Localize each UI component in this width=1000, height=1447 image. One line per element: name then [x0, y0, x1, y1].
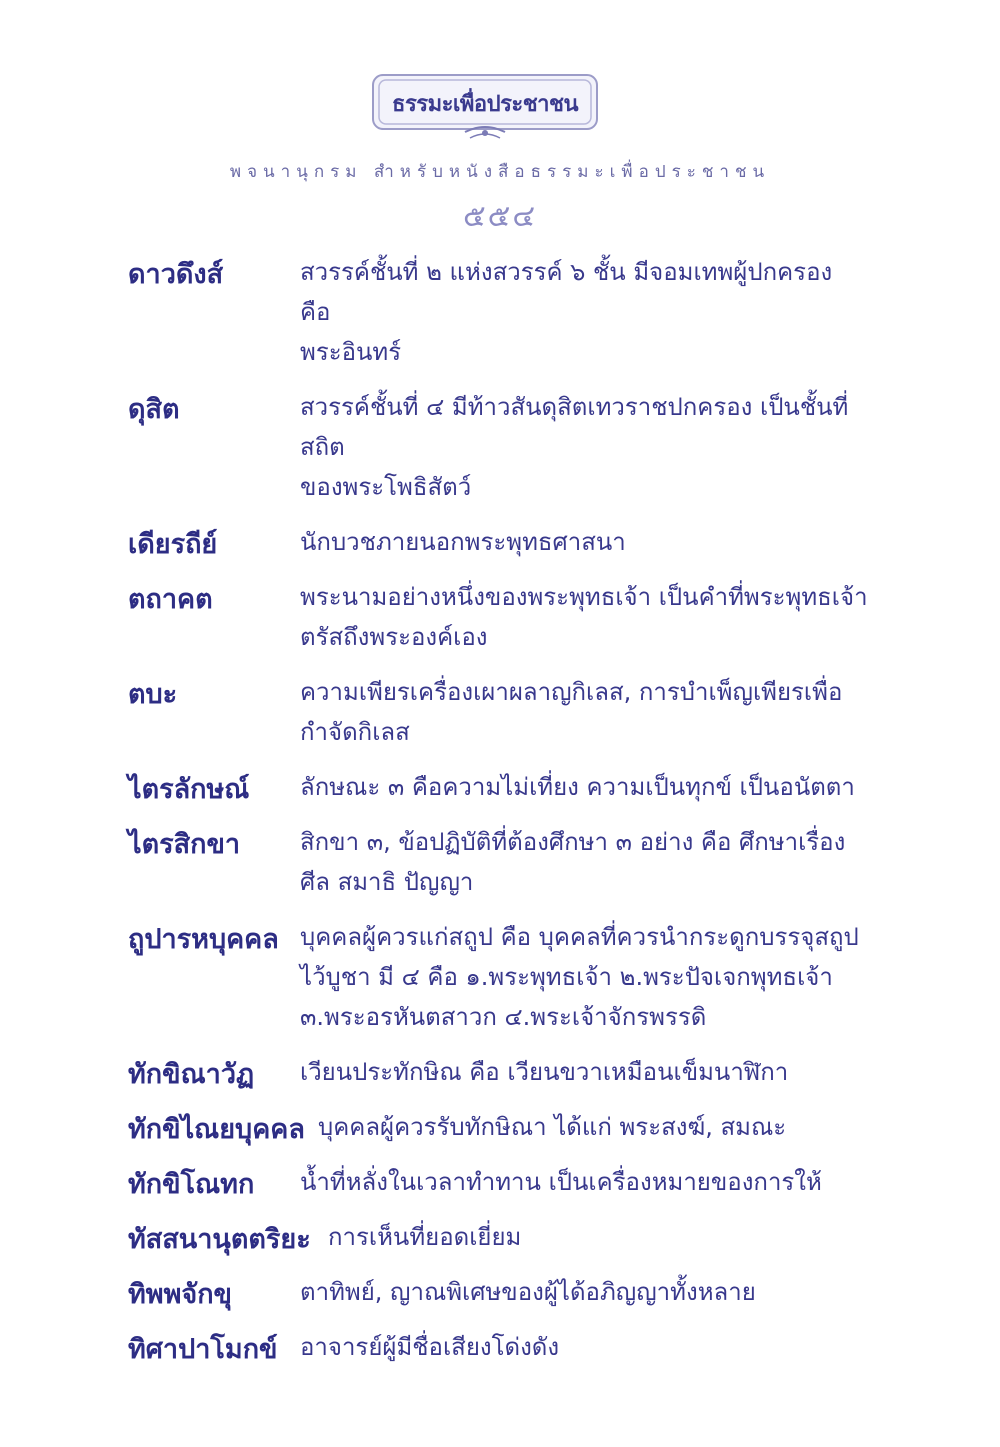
- glossary-term: ตถาคต: [128, 584, 213, 615]
- glossary-term: ตบะ: [128, 679, 178, 710]
- definition-line: เวียนประทักษิณ คือ เวียนขวาเหมือนเข็มนาฬิกา: [300, 1058, 789, 1086]
- glossary-entry: [128, 522, 868, 562]
- definition-line: ไว้บูชา มี ๔ คือ ๑.พระพุทธเจ้า ๒.พระปัจเจกพุทธเจ้า: [300, 963, 833, 991]
- glossary-entry: [128, 387, 868, 507]
- definition-line: ศีล สมาธิ ปัญญา: [300, 868, 474, 896]
- definition-line: ตรัสถึงพระองค์เอง: [300, 623, 488, 651]
- glossary-entry: [128, 577, 868, 657]
- definition-line: สิกขา ๓, ข้อปฏิบัติที่ต้องศึกษา ๓ อย่าง คือ ศึกษาเรื่อง: [300, 828, 846, 856]
- glossary-definition: [300, 577, 868, 657]
- definition-line: สวรรค์ชั้นที่ ๔ มีท้าวสันดุสิตเทวราชปกครอง เป็นชั้นที่สถิต: [300, 393, 849, 461]
- glossary-entry: [128, 917, 868, 1037]
- page-subtitle: พจนานุกรม สำหรับหนังสือธรรมะเพื่อประชาชน: [229, 162, 771, 182]
- definition-line: พระนามอย่างหนึ่งของพระพุทธเจ้า เป็นคำที่พระพุทธเจ้า: [300, 583, 868, 611]
- glossary-definition: [300, 522, 868, 562]
- glossary-definition: [300, 672, 868, 752]
- glossary-definition: [300, 387, 868, 507]
- definition-line: บุคคลผู้ควรแก่สถูป คือ บุคคลที่ควรนำกระดูกบรรจุสถูป: [300, 923, 859, 951]
- glossary-entry: [128, 822, 868, 902]
- definition-line: ความเพียรเครื่องเผาผลาญกิเลส, การบำเพ็ญเพียรเพื่อ: [300, 678, 843, 706]
- definition-line: น้ำที่หลั่งในเวลาทำทาน เป็นเครื่องหมายของการให้: [300, 1168, 822, 1196]
- definition-line: ตาทิพย์, ญาณพิเศษของผู้ได้อภิญญาทั้งหลาย: [300, 1278, 756, 1306]
- definition-line: นักบวชภายนอกพระพุทธศาสนา: [300, 528, 626, 556]
- glossary-definition: [300, 252, 868, 372]
- definition-line: สวรรค์ชั้นที่ ๒ แห่งสวรรค์ ๖ ชั้น มีจอมเทพผู้ปกครอง คือ: [300, 258, 833, 326]
- glossary-entry: [128, 1107, 868, 1147]
- glossary-entry: [128, 1162, 868, 1202]
- definition-line: การเห็นที่ยอดเยี่ยม: [328, 1223, 522, 1251]
- glossary-term: เดียรถีย์: [128, 529, 218, 560]
- page-number: ๕๕๔: [462, 199, 538, 234]
- logo-text: ธรรมะเพื่อประชาชน: [392, 92, 578, 117]
- glossary-entry: [128, 1327, 868, 1367]
- definition-line: ลักษณะ ๓ คือความไม่เที่ยง ความเป็นทุกข์ เป็นอนัตตา: [300, 773, 855, 801]
- glossary-entry: [128, 1217, 868, 1257]
- glossary-entry: [128, 672, 868, 752]
- glossary-term: ทักขิไณยบุคคล: [128, 1114, 305, 1145]
- definition-line: กำจัดกิเลส: [300, 718, 410, 746]
- definition-line: ของพระโพธิสัตว์: [300, 473, 472, 501]
- glossary-definition: [318, 1107, 868, 1147]
- book-logo: [370, 72, 600, 144]
- glossary-definition: [300, 917, 868, 1037]
- definition-line: ๓.พระอรหันตสาวก ๔.พระเจ้าจักรพรรดิ: [300, 1003, 707, 1031]
- glossary-list: [128, 252, 868, 1382]
- glossary-definition: [300, 1052, 868, 1092]
- glossary-entry: [128, 1052, 868, 1092]
- glossary-definition: [300, 1162, 868, 1202]
- glossary-term: ถูปารหบุคคล: [128, 924, 279, 955]
- glossary-definition: [300, 822, 868, 902]
- glossary-term: ทัสสนานุตตริยะ: [128, 1224, 311, 1255]
- glossary-entry: [128, 767, 868, 807]
- definition-line: พระอินทร์: [300, 338, 402, 366]
- glossary-definition: [300, 767, 868, 807]
- glossary-term: ทิศาปาโมกข์: [128, 1334, 278, 1365]
- glossary-definition: [300, 1272, 868, 1312]
- glossary-definition: [300, 1327, 868, 1367]
- glossary-term: ทิพพจักขุ: [128, 1279, 233, 1310]
- glossary-term: ดาวดึงส์: [128, 259, 224, 290]
- glossary-term: ไตรสิกขา: [128, 829, 241, 860]
- glossary-term: ทักขิณาวัฏ: [128, 1059, 255, 1090]
- glossary-entry: [128, 252, 868, 372]
- glossary-term: ไตรลักษณ์: [128, 774, 250, 805]
- definition-line: บุคคลผู้ควรรับทักษิณา ได้แก่ พระสงฆ์, สมณะ: [318, 1113, 787, 1141]
- definition-line: อาจารย์ผู้มีชื่อเสียงโด่งดัง: [300, 1333, 560, 1361]
- glossary-term: ดุสิต: [128, 394, 180, 425]
- glossary-term: ทักขิโณทก: [128, 1169, 255, 1200]
- glossary-entry: [128, 1272, 868, 1312]
- glossary-definition: [328, 1217, 868, 1257]
